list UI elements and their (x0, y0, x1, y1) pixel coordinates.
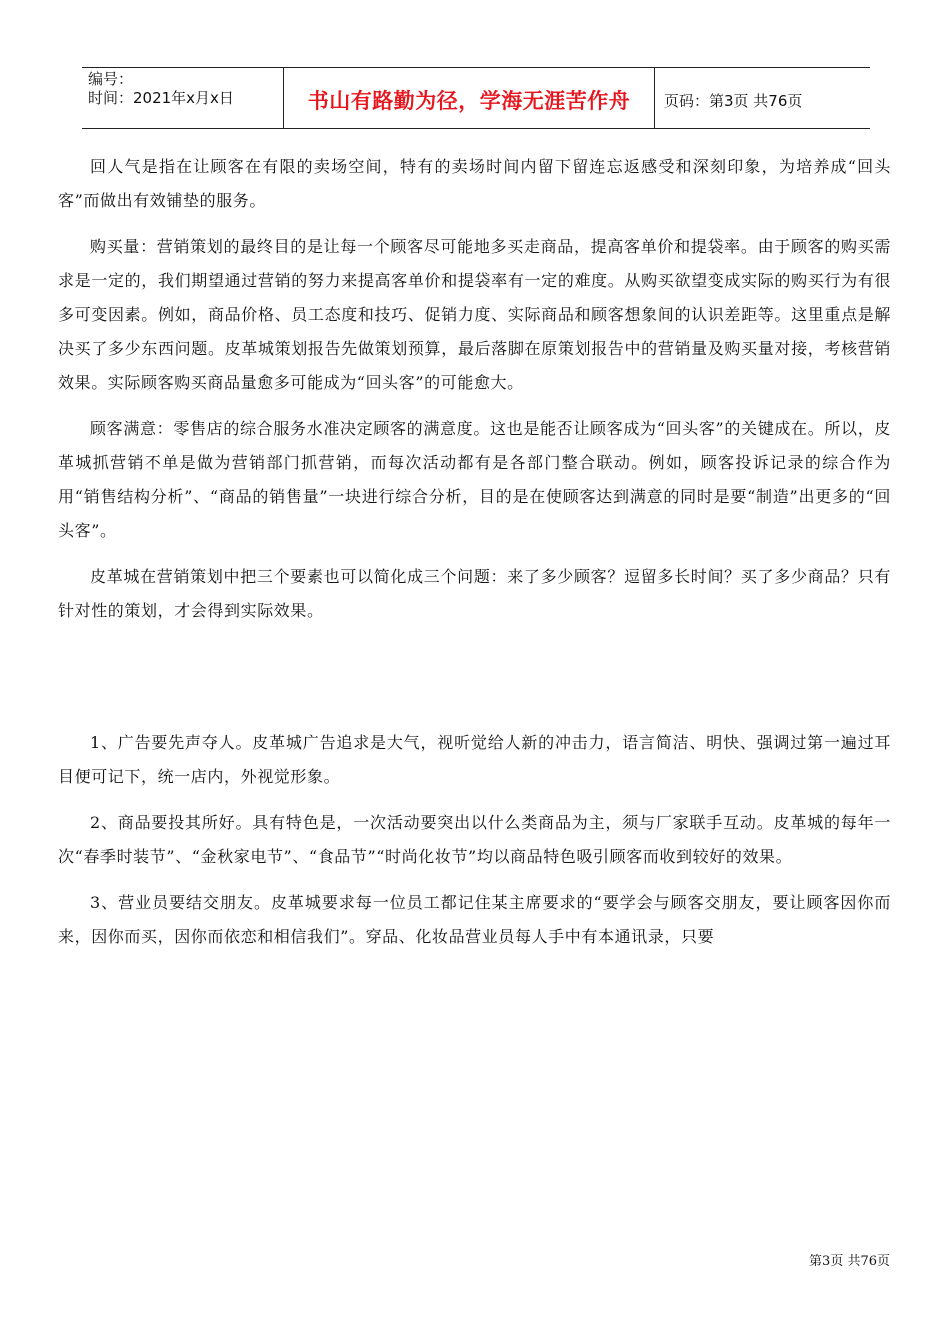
header-motto: 书山有路勤为径，学海无涯苦作舟 (283, 68, 655, 128)
header-meta (82, 68, 283, 128)
list-item-sales-staff: 3、营业员要结交朋友。皮革城要求每一位员工都记住某主席要求的“要学会与顾客交朋友，要让顾客因你而来，因你而买，因你而依恋和相信我们”。穿品、化妆品营业员每人手中有本通讯录，只要 (58, 893, 891, 946)
header-page-number: 页码：第3页 共76页 (664, 91, 803, 110)
paragraph-customer-satisfaction: 顾客满意：零售店的综合服务水准决定顾客的满意度。这也是能否让顾客成为“回头客”的关键成在。所以，皮革城抓营销不单是做为营销部门抓营销，而每次活动都有是各部门整合联动。例如，顾客投诉记录的综合作为用“销售结构分析”、“商品的销售量”一块进行综合分析，目的是在使顾客达到满意的同时是要“制造”出更多的“回头客”。 (58, 419, 891, 540)
list-item-products: 2、商品要投其所好。具有特色是，一次活动要突出以什么类商品为主，须与厂家联手互动。皮革城的每年一次“春季时装节”、“金秋家电节”、“食品节”“时尚化妆节”均以商品特色吸引顾客而收到较好的效果。 (58, 813, 891, 866)
paragraph-purchase-volume: 购买量：营销策划的最终目的是让每一个顾客尽可能地多买走商品，提高客单价和提袋率。由于顾客的购买需求是一定的，我们期望通过营销的努力来提高客单价和提袋率有一定的难度。从购买欲望变成实际的购买行为有很多可变因素。例如，商品价格、员工态度和技巧、促销力度、实际商品和顾客想象间的认识差距等。这里重点是解决买了多少东西问题。皮革城策划报告先做策划预算，最后落脚在原策划报告中的营销量及购买量对接，考核营销效果。实际顾客购买商品量愈多可能成为“回头客”的可能愈大。 (58, 237, 891, 392)
document-body (58, 150, 891, 954)
paragraph-three-questions: 皮革城在营销策划中把三个要素也可以简化成三个问题：来了多少顾客？逗留多长时间？买了多少商品？只有针对性的策划，才会得到实际效果。 (58, 567, 891, 620)
paragraph-return-traffic: 回人气是指在让顾客在有限的卖场空间，特有的卖场时间内留下留连忘返感受和深刻印象，为培养成“回头客”而做出有效铺垫的服务。 (58, 157, 891, 210)
list-item-advertising: 1、广告要先声夺人。皮革城广告追求是大气，视听觉给人新的冲击力，语言简洁、明快、强调过第一遍过耳目便可记下，统一店内，外视觉形象。 (58, 733, 891, 786)
page-footer-number: 第3页 共76页 (809, 1254, 890, 1269)
date-label: 时间：2021年x月x日 (88, 89, 234, 107)
section-gap (58, 628, 891, 726)
page-header (82, 67, 870, 129)
number-label: 编号： (88, 70, 134, 88)
